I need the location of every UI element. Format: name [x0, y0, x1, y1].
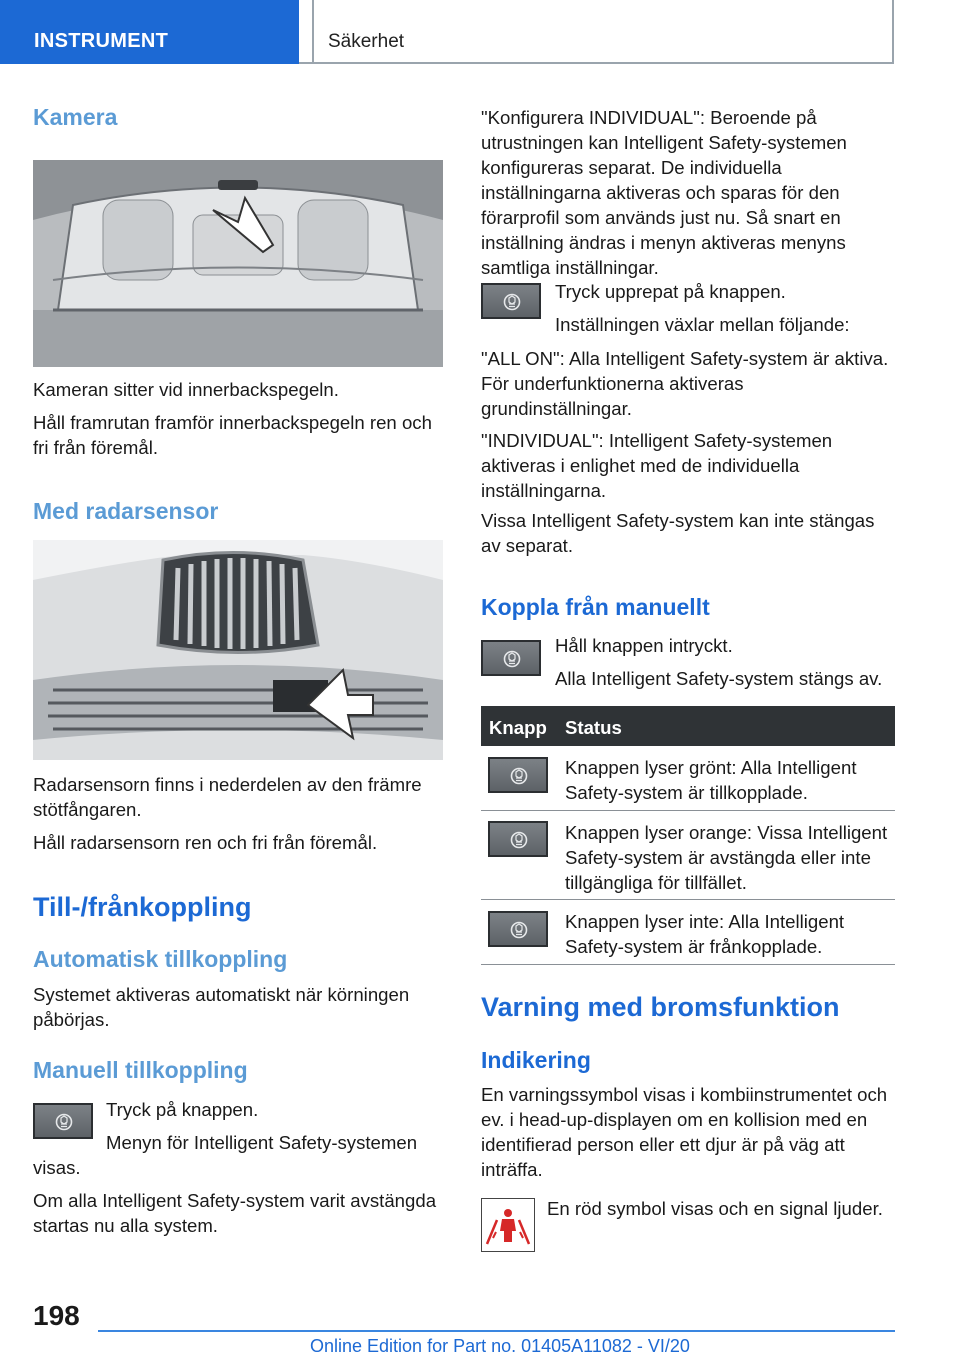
- header-section-label: INSTRUMENT: [34, 30, 169, 52]
- repeat-toggle-text: Inställningen växlar mellan följande:: [555, 314, 850, 335]
- manual-press-text: Tryck på knappen.: [106, 1099, 259, 1120]
- footer-line: [98, 1330, 895, 1332]
- auto-heading: Automatisk tillkoppling: [33, 946, 288, 972]
- camera-illustration: [33, 160, 443, 367]
- repeat-press-text: Tryck upprepat på knappen.: [555, 281, 786, 302]
- radar-clean-text: Håll radarsensorn ren och fri från föremål.: [33, 832, 378, 853]
- table-col-button: Knapp: [489, 717, 547, 738]
- red-symbol-text: En röd symbol visas och en signal ljuder.: [547, 1198, 883, 1219]
- table-row-divider: [481, 810, 895, 811]
- table-row-divider: [481, 964, 895, 965]
- status-table-header: [481, 706, 895, 746]
- header-chapter-label: Säkerhet: [328, 31, 405, 52]
- hold-button-text: Håll knappen intryckt.: [555, 635, 733, 656]
- header-section-tab: [0, 0, 299, 64]
- manual-menu-text: Menyn för Intelligent Safety-systemen: [106, 1132, 418, 1153]
- indication-heading: Indikering: [481, 1047, 591, 1073]
- header-divider: [299, 62, 312, 64]
- safety-button-icon: [488, 911, 548, 947]
- page-number: 198: [33, 1300, 80, 1331]
- safety-button-icon: [481, 283, 541, 319]
- table-row: Knappen lyser orange: Vissa Intelligent Safety-system är avstängda eller inte tillgängliga för tillfället.: [565, 822, 888, 893]
- camera-heading: Kamera: [33, 104, 118, 130]
- auto-text: Systemet aktiveras automatiskt när körningen påbörjas.: [33, 984, 410, 1030]
- safety-button-icon: [481, 640, 541, 676]
- individual-text: "INDIVIDUAL": Intelligent Safety-systemen aktiveras i enlighet med de individuella inställningarna.: [481, 430, 833, 501]
- config-individual-text: "Konfigurera INDIVIDUAL": Beroende på utrustningen kan Intelligent Safety-systemen konfigureras separat. De individuella inställningarna aktiveras och sparas för den förarprofil som används just nu. Så snart en inställning ändras i menyn aktiveras menyns samtliga inställningar.: [481, 107, 847, 278]
- some-systems-text: Vissa Intelligent Safety-system kan inte stängas av separat.: [481, 510, 875, 556]
- safety-button-icon: [33, 1103, 93, 1139]
- camera-location-text: Kameran sitter vid innerbackspegeln.: [33, 379, 339, 400]
- manual-heading: Manuell tillkoppling: [33, 1057, 248, 1083]
- table-row-divider: [481, 899, 895, 900]
- table-col-status: Status: [565, 717, 622, 738]
- header-chapter-box: [312, 0, 894, 64]
- table-row: Knappen lyser inte: Alla Intelligent Safety-system är frånkopplade.: [565, 911, 845, 957]
- camera-clean-text: Håll framrutan framför innerbackspegeln ren och fri från föremål.: [33, 412, 432, 458]
- manual-restart-text: Om alla Intelligent Safety-system varit avstängda startas nu alla system.: [33, 1190, 437, 1236]
- radar-illustration: [33, 540, 443, 760]
- manual-off-heading: Koppla från manuellt: [481, 594, 710, 620]
- all-on-text: "ALL ON": Alla Intelligent Safety-system är aktiva. För underfunktionerna aktiveras grundinställningar.: [481, 348, 889, 419]
- all-off-text: Alla Intelligent Safety-system stängs av.: [555, 668, 883, 689]
- indication-text: En varningssymbol visas i kombiinstrumentet och ev. i head-up-displayen om en kollision med en identifierad person eller ett djur är på väg att inträffa.: [481, 1084, 888, 1180]
- pedestrian-warning-icon: [481, 1198, 535, 1252]
- radar-location-text: Radarsensorn finns i nederdelen av den främre stötfångaren.: [33, 774, 422, 820]
- table-row: Knappen lyser grönt: Alla Intelligent Safety-system är tillkopplade.: [565, 757, 857, 803]
- safety-button-icon: [488, 821, 548, 857]
- onoff-heading: Till-/frånkoppling: [33, 892, 252, 922]
- radar-heading: Med radarsensor: [33, 498, 219, 524]
- safety-button-icon: [488, 757, 548, 793]
- manual-menu-text-cont: visas.: [33, 1157, 81, 1178]
- footer-edition-text: Online Edition for Part no. 01405A11082 - VI/20: [310, 1336, 690, 1356]
- warning-heading: Varning med bromsfunktion: [481, 992, 840, 1022]
